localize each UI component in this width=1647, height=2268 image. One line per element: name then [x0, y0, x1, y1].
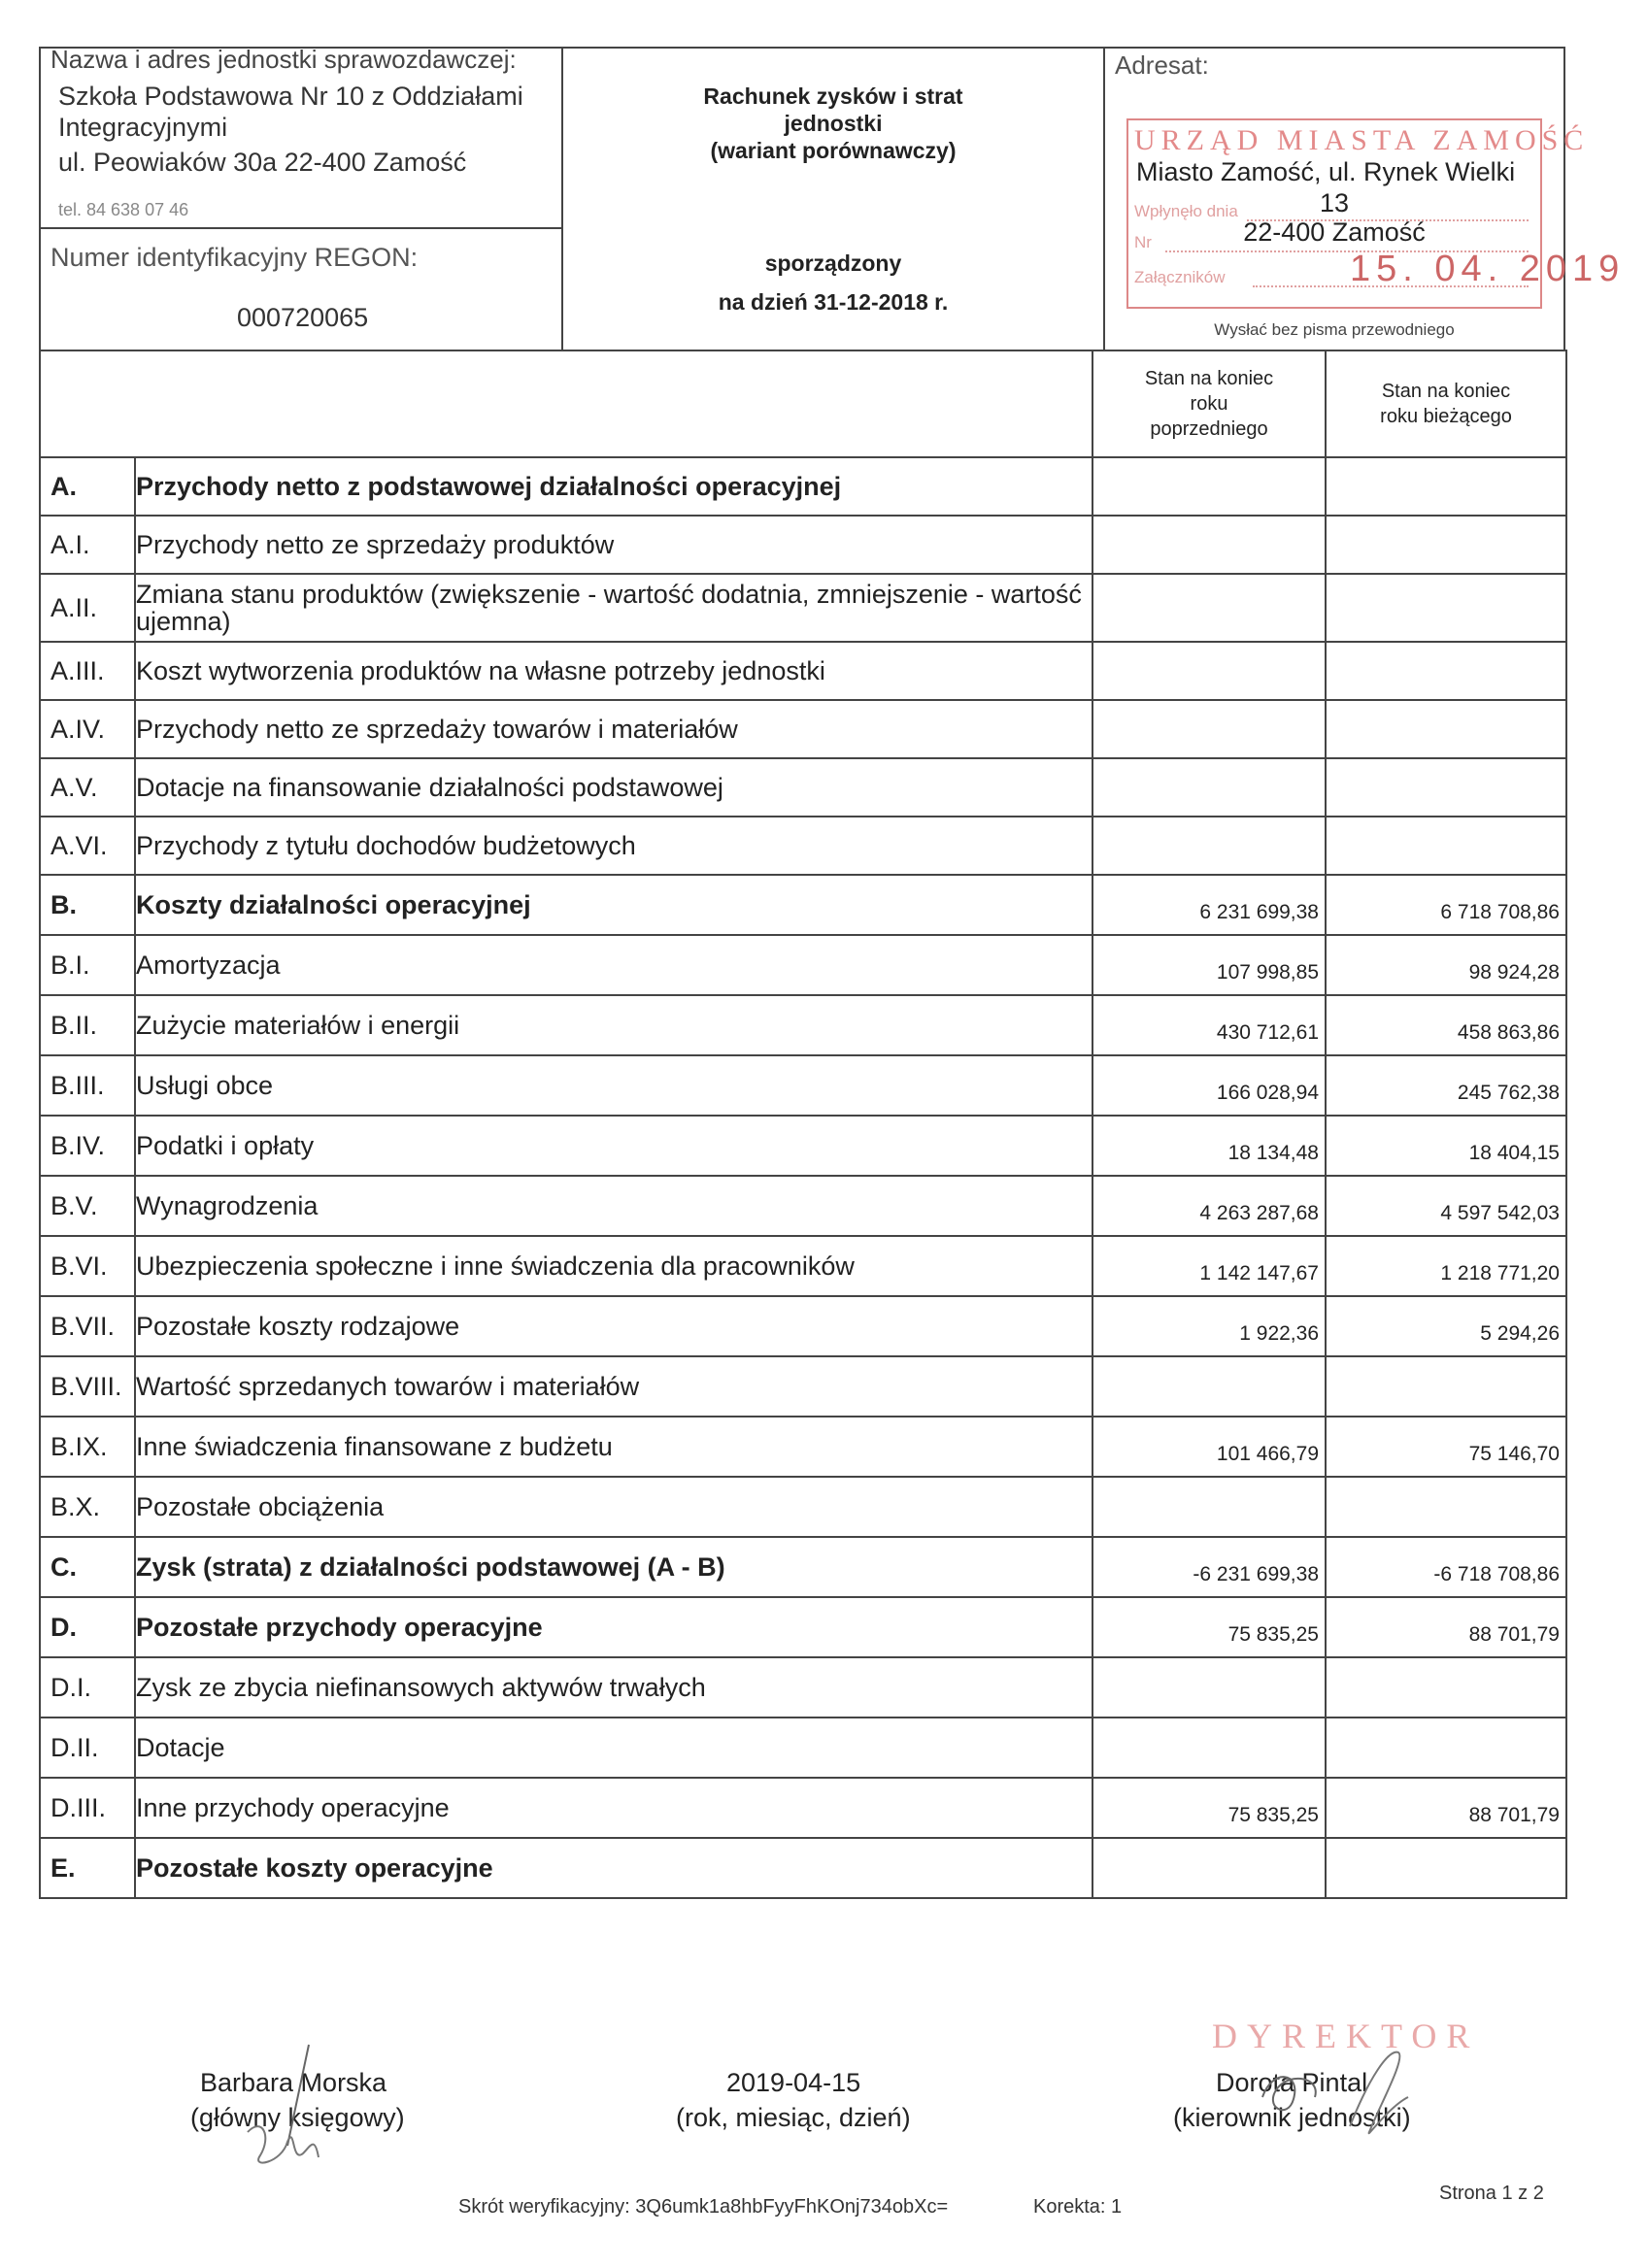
row-label: Podatki i opłaty: [135, 1116, 1092, 1176]
table-row: [40, 1657, 1566, 1718]
table-row: [40, 516, 1566, 574]
row-prev-value: 1 922,36: [1092, 1296, 1326, 1356]
head-signature: [1243, 2039, 1437, 2155]
table-row: [40, 1055, 1566, 1116]
row-code: B.IX.: [40, 1417, 135, 1477]
row-label: Dotacje na finansowanie działalności podstawowej: [135, 758, 1092, 817]
unit-name-line-1: Szkoła Podstawowa Nr 10 z Oddziałami: [58, 82, 523, 111]
row-label: Pozostałe koszty rodzajowe: [135, 1296, 1092, 1356]
row-curr-value: [1326, 1718, 1566, 1778]
row-label: Zmiana stanu produktów (zwiększenie - wartość dodatnia, zmniejszenie - wartość ujemna): [135, 574, 1092, 642]
report-date-hint: (rok, miesiąc, dzień): [676, 2103, 911, 2132]
row-curr-value: 1 218 771,20: [1326, 1236, 1566, 1296]
row-curr-value: [1326, 817, 1566, 875]
row-curr-value: [1326, 642, 1566, 700]
row-prev-value: -6 231 699,38: [1092, 1537, 1326, 1597]
correction-number: Korekta: 1: [1033, 2196, 1123, 2218]
row-prev-value: [1092, 1657, 1326, 1718]
row-prev-value: 75 835,25: [1092, 1778, 1326, 1838]
row-code: B.I.: [40, 935, 135, 995]
row-prev-value: 166 028,94: [1092, 1055, 1326, 1116]
row-label: Pozostałe przychody operacyjne: [135, 1597, 1092, 1657]
prepared-date: na dzień 31-12-2018 r.: [718, 289, 949, 315]
table-row: [40, 1417, 1566, 1477]
table-row: [40, 758, 1566, 817]
table-row: [40, 935, 1566, 995]
row-curr-value: 4 597 542,03: [1326, 1176, 1566, 1236]
prepared-label: sporządzony: [764, 250, 902, 276]
accountant-role: (główny księgowy): [190, 2103, 405, 2132]
row-code: D.I.: [40, 1657, 135, 1718]
row-code: B.III.: [40, 1055, 135, 1116]
row-prev-value: 75 835,25: [1092, 1597, 1326, 1657]
report-date: 2019-04-15: [726, 2068, 861, 2097]
row-prev-value: [1092, 817, 1326, 875]
row-code: B.VII.: [40, 1296, 135, 1356]
row-curr-value: [1326, 516, 1566, 574]
row-label: Zysk ze zbycia niefinansowych aktywów trwałych: [135, 1657, 1092, 1718]
row-code: A.I.: [40, 516, 135, 574]
table-row: [40, 1356, 1566, 1417]
row-prev-value: 18 134,48: [1092, 1116, 1326, 1176]
row-curr-value: 458 863,86: [1326, 995, 1566, 1055]
regon-label: Numer identyfikacyjny REGON:: [50, 243, 419, 272]
row-curr-value: [1326, 1838, 1566, 1898]
table-row: [40, 1477, 1566, 1537]
stamp-nr-label: Nr: [1134, 233, 1152, 251]
row-curr-value: [1326, 758, 1566, 817]
stamp-date: 15. 04. 2019: [1350, 249, 1626, 289]
row-prev-value: [1092, 516, 1326, 574]
row-curr-value: 75 146,70: [1326, 1417, 1566, 1477]
table-row: [40, 1718, 1566, 1778]
row-label: Dotacje: [135, 1718, 1092, 1778]
row-code: B.: [40, 875, 135, 935]
table-row: [40, 1116, 1566, 1176]
verification-code: Skrót weryfikacyjny: 3Q6umk1a8hbFyyFhKOnj734obXc=: [458, 2196, 949, 2218]
row-label: Inne przychody operacyjne: [135, 1778, 1092, 1838]
row-curr-value: 245 762,38: [1326, 1055, 1566, 1116]
row-code: A.III.: [40, 642, 135, 700]
row-prev-value: [1092, 574, 1326, 642]
row-prev-value: 1 142 147,67: [1092, 1236, 1326, 1296]
column-header-blank: [40, 350, 1092, 457]
stamp-attachments-label: Załączników: [1134, 268, 1226, 286]
row-prev-value: [1092, 700, 1326, 758]
row-label: Amortyzacja: [135, 935, 1092, 995]
table-row: [40, 1176, 1566, 1236]
row-prev-value: [1092, 1838, 1326, 1898]
row-curr-value: [1326, 1657, 1566, 1718]
row-code: B.VI.: [40, 1236, 135, 1296]
unit-address: ul. Peowiaków 30a 22-400 Zamość: [58, 148, 467, 177]
row-code: D.: [40, 1597, 135, 1657]
row-prev-value: [1092, 758, 1326, 817]
table-row: [40, 457, 1566, 516]
row-label: Usługi obce: [135, 1055, 1092, 1116]
head-role: (kierownik jednostki): [1173, 2103, 1411, 2132]
report-title-3: (wariant porównawczy): [710, 138, 957, 163]
row-curr-value: 18 404,15: [1326, 1116, 1566, 1176]
report-title-1: Rachunek zysków i strat: [703, 83, 963, 109]
row-code: B.IV.: [40, 1116, 135, 1176]
row-code: B.V.: [40, 1176, 135, 1236]
row-label: Inne świadczenia finansowane z budżetu: [135, 1417, 1092, 1477]
accountant-signature: [194, 2039, 388, 2175]
table-row: [40, 875, 1566, 935]
income-statement-table: [39, 350, 1567, 1899]
row-curr-value: [1326, 700, 1566, 758]
row-label: Zysk (strata) z działalności podstawowej (A - B): [135, 1537, 1092, 1597]
column-header-prev-label: Stan na koniec roku poprzedniego: [1144, 368, 1274, 440]
row-prev-value: [1092, 457, 1326, 516]
column-header-curr: [1326, 350, 1566, 457]
table-row: [40, 1597, 1566, 1657]
row-label: Pozostałe obciążenia: [135, 1477, 1092, 1537]
row-code: B.X.: [40, 1477, 135, 1537]
row-code: A.VI.: [40, 817, 135, 875]
regon-value: 000720065: [237, 303, 369, 332]
unit-name-line-2: Integracyjnymi: [58, 113, 228, 142]
row-label: Ubezpieczenia społeczne i inne świadczenia dla pracowników: [135, 1236, 1092, 1296]
row-prev-value: [1092, 1356, 1326, 1417]
table-row: [40, 1296, 1566, 1356]
row-prev-value: 4 263 287,68: [1092, 1176, 1326, 1236]
table-row: [40, 1236, 1566, 1296]
row-curr-value: [1326, 457, 1566, 516]
column-header-curr-label: Stan na koniec roku bieżącego: [1380, 381, 1512, 427]
table-row: [40, 642, 1566, 700]
send-note: Wysłać bez pisma przewodniego: [1214, 320, 1455, 339]
unit-phone: tel. 84 638 07 46: [58, 200, 189, 219]
accountant-name: Barbara Morska: [200, 2068, 387, 2097]
row-curr-value: -6 718 708,86: [1326, 1537, 1566, 1597]
stamp-received-label: Wpłynęło dnia: [1134, 202, 1238, 220]
table-row: [40, 995, 1566, 1055]
row-label: Wynagrodzenia: [135, 1176, 1092, 1236]
row-curr-value: 5 294,26: [1326, 1296, 1566, 1356]
row-code: C.: [40, 1537, 135, 1597]
row-code: B.II.: [40, 995, 135, 1055]
row-prev-value: 101 466,79: [1092, 1417, 1326, 1477]
row-prev-value: [1092, 1718, 1326, 1778]
row-curr-value: 6 718 708,86: [1326, 875, 1566, 935]
table-row: [40, 1537, 1566, 1597]
addressee-line-1: Miasto Zamość, ul. Rynek Wielki: [1136, 157, 1516, 186]
director-stamp: DYREKTOR: [1212, 2017, 1480, 2055]
table-row: [40, 1838, 1566, 1898]
addressee-line-3: 22-400 Zamość: [1243, 217, 1426, 247]
column-header-prev: [1092, 350, 1326, 457]
page-number: Strona 1 z 2: [1439, 2183, 1544, 2204]
row-prev-value: 430 712,61: [1092, 995, 1326, 1055]
row-curr-value: [1326, 1356, 1566, 1417]
row-label: Przychody netto ze sprzedaży towarów i materiałów: [135, 700, 1092, 758]
row-curr-value: 88 701,79: [1326, 1597, 1566, 1657]
table-row: [40, 1778, 1566, 1838]
addressee-label: Adresat:: [1115, 50, 1209, 80]
row-curr-value: [1326, 1477, 1566, 1537]
row-label: Przychody z tytułu dochodów budżetowych: [135, 817, 1092, 875]
row-code: D.II.: [40, 1718, 135, 1778]
row-code: D.III.: [40, 1778, 135, 1838]
row-prev-value: [1092, 1477, 1326, 1537]
row-prev-value: 6 231 699,38: [1092, 875, 1326, 935]
stamp-title: URZĄD MIASTA ZAMOŚĆ: [1134, 124, 1590, 156]
row-label: Przychody netto ze sprzedaży produktów: [135, 516, 1092, 574]
row-label: Koszty działalności operacyjnej: [135, 875, 1092, 935]
row-label: Koszt wytworzenia produktów na własne potrzeby jednostki: [135, 642, 1092, 700]
row-code: A.V.: [40, 758, 135, 817]
row-prev-value: [1092, 642, 1326, 700]
report-title-2: jednostki: [784, 111, 883, 136]
row-code: B.VIII.: [40, 1356, 135, 1417]
table-row: [40, 817, 1566, 875]
head-name: Dorota Pintal: [1216, 2068, 1368, 2097]
table-row: [40, 700, 1566, 758]
row-label: Pozostałe koszty operacyjne: [135, 1838, 1092, 1898]
row-curr-value: [1326, 574, 1566, 642]
row-code: A.II.: [40, 574, 135, 642]
column-header-row: [40, 350, 1566, 457]
row-label: Wartość sprzedanych towarów i materiałów: [135, 1356, 1092, 1417]
row-code: A.: [40, 457, 135, 516]
row-code: E.: [40, 1838, 135, 1898]
table-row: [40, 574, 1566, 642]
row-curr-value: 88 701,79: [1326, 1778, 1566, 1838]
row-label: Zużycie materiałów i energii: [135, 995, 1092, 1055]
row-prev-value: 107 998,85: [1092, 935, 1326, 995]
row-curr-value: 98 924,28: [1326, 935, 1566, 995]
row-code: A.IV.: [40, 700, 135, 758]
unit-label: Nazwa i adres jednostki sprawozdawczej:: [50, 45, 517, 74]
row-label: Przychody netto z podstawowej działalności operacyjnej: [135, 457, 1092, 516]
addressee-line-2: 13: [1319, 188, 1350, 217]
